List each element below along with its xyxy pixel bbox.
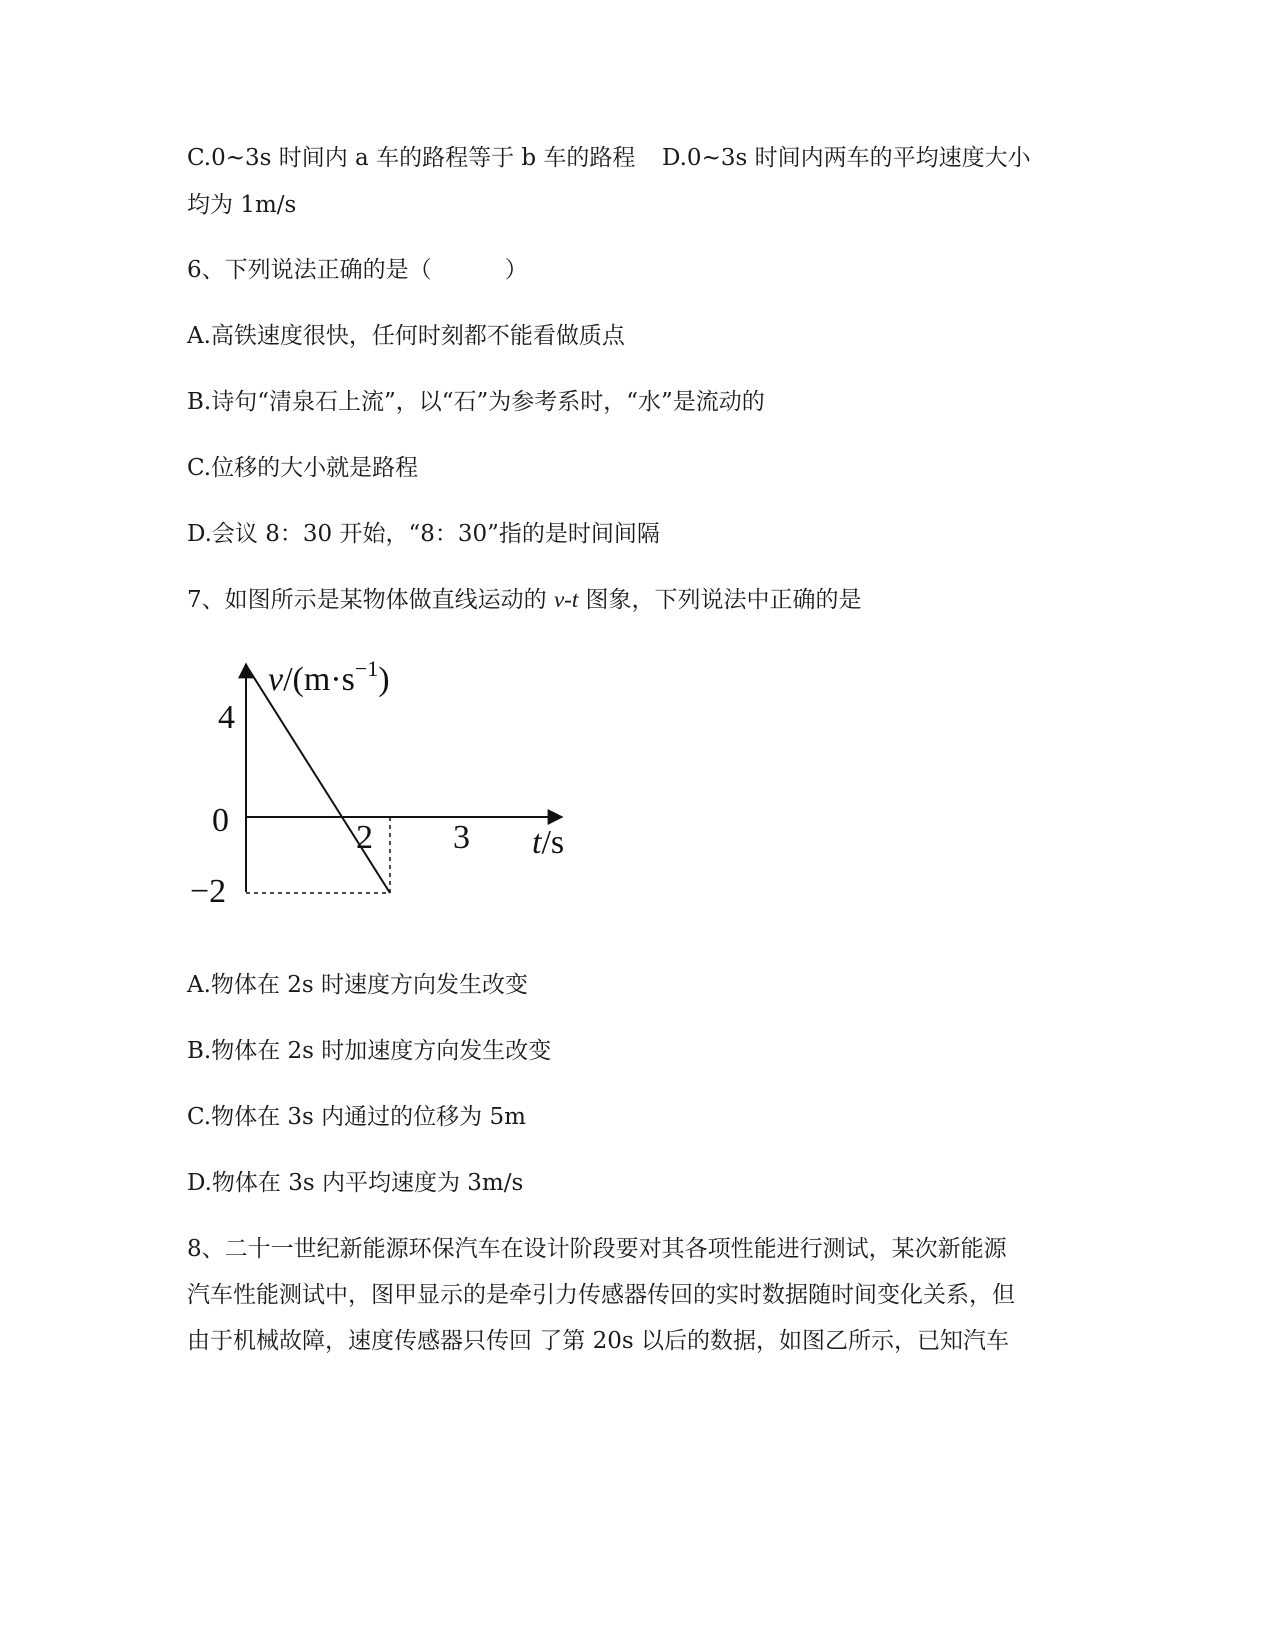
q8-line-3: 由于机械故障，速度传感器只传回 了第 20s 以后的数据，如图乙所示，已知汽车: [187, 1328, 1010, 1354]
x-tick-2: 2: [356, 819, 373, 856]
q7-stem: [187, 585, 862, 615]
y-axis-label: $v/(m\cdot s^{-1})$: [268, 660, 390, 698]
q7-stem-var: v-t: [553, 587, 579, 612]
y-tick-neg2: −2: [190, 873, 227, 910]
vt-graph: [180, 660, 600, 930]
q7-option-b: B.物体在 2s 时加速度方向发生改变: [187, 1038, 552, 1064]
q5-option-d-continued: 均为 1m/s: [187, 192, 297, 218]
q6-option-c: C.位移的大小就是路程: [187, 455, 419, 481]
q6-option-b: B.诗句“清泉石上流”，以“石”为参考系时，“水”是流动的: [187, 389, 765, 415]
x-tick-3: 3: [453, 819, 470, 856]
q6-stem: 6、下列说法正确的是（ ）: [187, 257, 528, 283]
q6-option-a: A.高铁速度很快，任何时刻都不能看做质点: [187, 323, 625, 349]
x-axis-label: t/s: [532, 824, 565, 861]
y-tick-0: 0: [212, 802, 229, 839]
q8-line-2: 汽车性能测试中，图甲显示的是牵引力传感器传回的实时数据随时间变化关系，但: [187, 1282, 1015, 1308]
q7-stem-suffix: 图象，下列说法中正确的是: [578, 587, 862, 613]
q7-stem-prefix: 7、如图所示是某物体做直线运动的: [187, 587, 554, 613]
q5-option-d: D.0~3s 时间内两车的平均速度大小: [662, 145, 1031, 171]
y-tick-4: 4: [218, 699, 235, 736]
q8-line-1: 8、二十一世纪新能源环保汽车在设计阶段要对其各项性能进行测试，某次新能源: [187, 1236, 1007, 1262]
q7-option-c: C.物体在 3s 内通过的位移为 5m: [187, 1104, 526, 1130]
q6-option-d: D.会议 8：30 开始，“8：30”指的是时间间隔: [187, 521, 660, 547]
q5-option-c: C.0~3s 时间内 a 车的路程等于 b 车的路程: [187, 145, 636, 171]
velocity-line: [246, 665, 390, 893]
q7-option-a: A.物体在 2s 时速度方向发生改变: [187, 972, 528, 998]
q7-option-d: D.物体在 3s 内平均速度为 3m/s: [187, 1170, 524, 1196]
